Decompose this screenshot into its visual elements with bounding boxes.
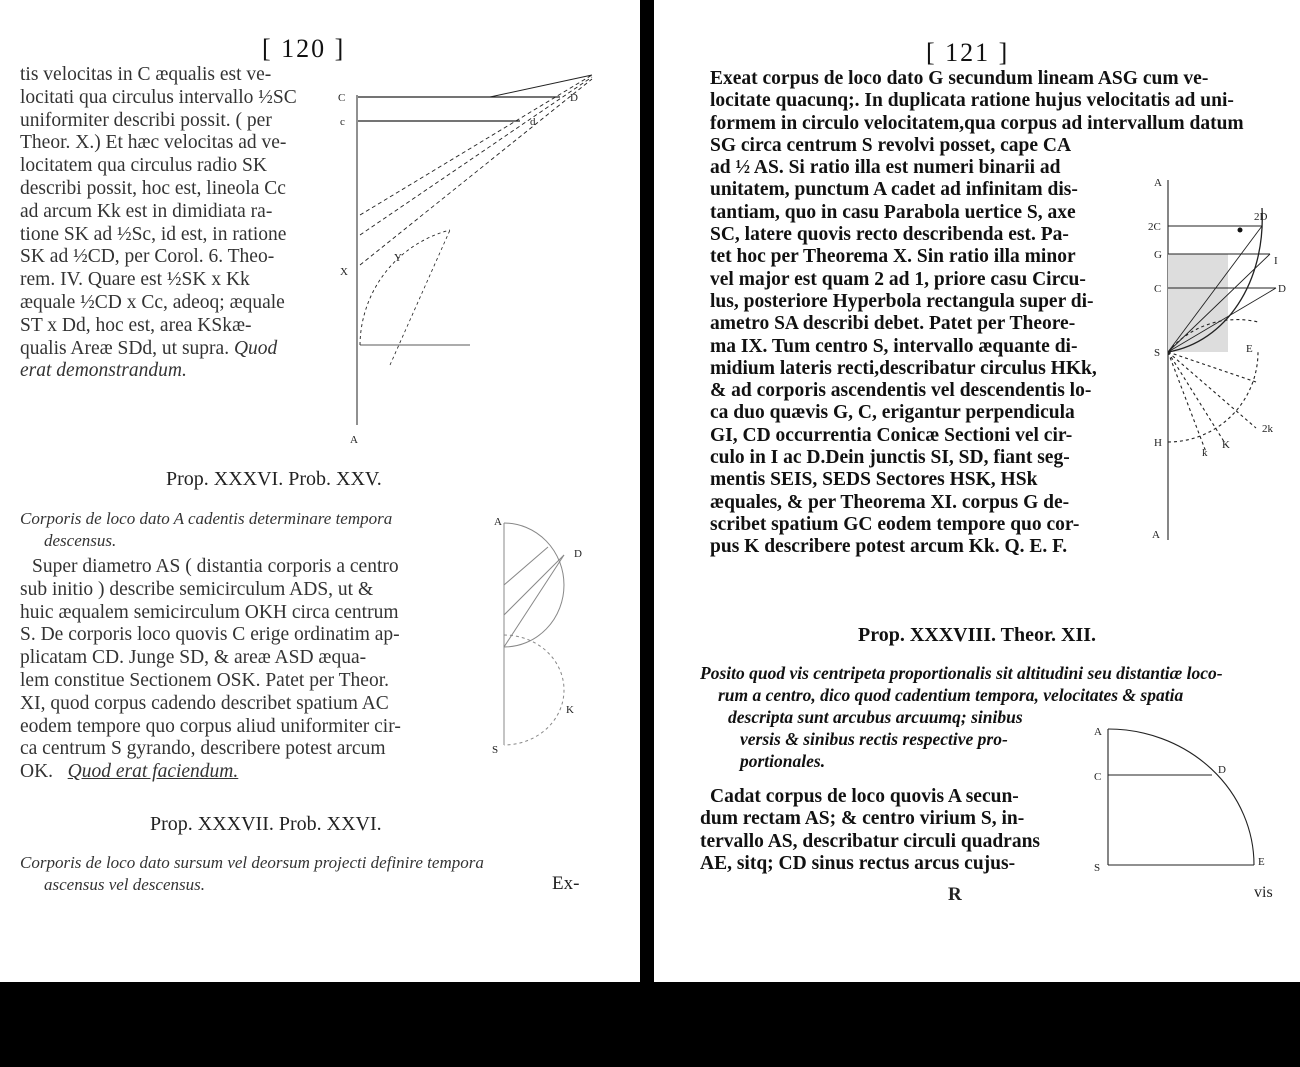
- text-line: rem. IV. Quare est ½SK x Kk: [20, 269, 250, 291]
- proposition-body: [20, 556, 401, 784]
- proposition-heading: Prop. XXXVIII. Theor. XII.: [858, 624, 1097, 646]
- fig-label: A: [1154, 177, 1162, 189]
- fig-label: A: [1152, 529, 1160, 541]
- text-line: rum a centro, dico quod cadentium tempora, velocitates & spatia: [718, 685, 1184, 705]
- fig-label: A: [494, 516, 502, 528]
- text-line: huic æqualem semicirculum OKH circa centrum: [20, 601, 399, 623]
- page-number: [ 120 ]: [262, 34, 346, 63]
- fig-label: c: [340, 116, 345, 128]
- text-line: æquale ½CD x Cc, adeoq; æquale: [20, 291, 285, 313]
- text-line: Corporis de loco dato A cadentis determinare tempora: [20, 509, 393, 528]
- fig-label: X: [340, 266, 348, 278]
- proposition-body: [700, 786, 1040, 875]
- text-line: lus, posteriore Hyperbola rectangula super di-: [710, 290, 1094, 312]
- figure-quadrant-diagram: [1094, 725, 1284, 875]
- fig-label: D: [574, 548, 582, 560]
- text-line: midium lateris recti,describatur circulus HKk,: [710, 357, 1097, 379]
- fig-label: D: [570, 92, 578, 104]
- text-line: SK ad ½CD, per Corol. 6. Theo-: [20, 246, 275, 268]
- text-line: ad arcum Kk est in dimidiata ra-: [20, 200, 273, 222]
- text-line: S. De corporis loco quovis C erige ordinatim ap-: [20, 624, 400, 646]
- text-line: tione SK ad ½Sc, id est, in ratione: [20, 223, 287, 245]
- fig-label: K: [1222, 439, 1230, 451]
- fig-label: S: [492, 744, 499, 756]
- qef-text: Quod erat faciendum.: [67, 761, 239, 783]
- text-line: uniformiter describi possit. ( per: [20, 109, 272, 131]
- fig-label: K: [566, 704, 574, 716]
- text-line: Cadat corpus de loco quovis A secun-: [710, 786, 1019, 807]
- text-line: sub initio ) describe semicirculum ADS, ut &: [20, 578, 374, 600]
- text-line: locitate quacunq;. In duplicata ratione hujus velocitatis ad uni-: [710, 90, 1234, 112]
- text-line: qualis Areæ SDd, ut supra.: [20, 337, 230, 359]
- qed-line: erat demonstrandum.: [20, 360, 187, 382]
- fig-label: D: [1218, 764, 1226, 776]
- text-line: eodem tempore quo corpus aliud uniformiter cir-: [20, 715, 401, 737]
- fig-label: d: [530, 116, 536, 128]
- fig-label: Y: [394, 252, 402, 264]
- text-line: dum rectam AS; & centro virium S, in-: [700, 808, 1025, 830]
- fig-label: I: [1274, 255, 1278, 267]
- fig-label: 2k: [1262, 423, 1273, 435]
- proposition-title: [20, 852, 484, 896]
- text-line: describi possit, hoc est, lineola Cc: [20, 177, 286, 199]
- text-line: ascensus vel descensus.: [44, 875, 205, 894]
- text-line: AE, sitq; CD sinus rectus arcus cujus-: [700, 852, 1016, 874]
- text-line: SG circa centrum S revolvi posset, cape CA: [710, 134, 1072, 156]
- proposition-title: [20, 508, 392, 552]
- text-line: ST x Dd, hoc est, area KSkæ-: [20, 314, 252, 336]
- fig-label: 2D: [1254, 211, 1268, 223]
- left-page: [0, 0, 640, 982]
- text-line: formem in circulo velocitatem,qua corpus ad intervallum datum: [710, 112, 1244, 134]
- qed-word: Quod: [233, 337, 278, 359]
- text-line: ametro SA describi debet. Patet per Theore-: [710, 313, 1076, 335]
- text-line: culo in I ac D.Dein junctis SI, SD, fiant seg-: [710, 447, 1070, 469]
- fig-label: k: [1202, 447, 1208, 459]
- fig-label: S: [1094, 862, 1101, 874]
- text-line: locitati qua circulus intervallo ½SC: [20, 86, 297, 108]
- paragraph: [20, 64, 297, 383]
- fig-label: 2C: [1148, 221, 1161, 233]
- fig-label: E: [1258, 856, 1265, 868]
- text-line: SC, latere quovis recto describenda est. Pa-: [710, 224, 1069, 246]
- fig-label: C: [338, 92, 346, 104]
- text-line: Exeat corpus de loco dato G secundum lineam ASG cum ve-: [710, 68, 1209, 89]
- text-line: GI, CD occurrentia Conicæ Sectioni vel cir-: [710, 424, 1073, 446]
- figure-semicircle-diagram: [486, 515, 606, 760]
- text-line: Theor. X.) Et hæc velocitas ad ve-: [20, 132, 287, 154]
- text-line: lem constitue Sectionem OSK. Patet per Theor.: [20, 669, 389, 691]
- text-line: & ad corporis ascendentis vel descendentis lo-: [710, 380, 1092, 402]
- text-line: æquales, & per Theorema XI. corpus G de-: [710, 491, 1070, 513]
- text-line: Super diametro AS ( distantia corporis a centro: [32, 556, 399, 577]
- proposition-heading: Prop. XXXVI. Prob. XXV.: [166, 468, 382, 490]
- catchword: vis: [1254, 884, 1273, 901]
- fig-label: C: [1154, 283, 1162, 295]
- text-line: pus K describere potest arcum Kk. Q. E. F.: [710, 536, 1068, 558]
- catchword: Ex-: [552, 873, 580, 894]
- text-line: versis & sinibus rectis respective pro-: [740, 729, 1008, 749]
- fig-label: C: [1094, 771, 1102, 783]
- text-line: plicatam CD. Junge SD, & areæ ASD æqua-: [20, 647, 367, 669]
- text-line: OK.: [20, 761, 54, 783]
- text-line: ca centrum S gyrando, describere potest arcum: [20, 738, 386, 760]
- right-page: [654, 0, 1300, 982]
- figure-velocity-diagram: [330, 65, 610, 455]
- text-line: tervallo AS, describatur circuli quadrans: [700, 830, 1041, 852]
- text-line: ad ½ AS. Si ratio illa est numeri binarii ad: [710, 157, 1061, 179]
- fig-label: H: [1154, 437, 1162, 449]
- text-line: ca duo quævis G, C, erigantur perpendicula: [710, 402, 1075, 424]
- text-line: scribet spatium GC eodem tempore quo cor-: [710, 513, 1080, 535]
- point-marker: [1238, 228, 1243, 233]
- fig-label: A: [1094, 726, 1102, 738]
- text-line: vel major est quam 2 ad 1, priore casu Circu-: [710, 268, 1086, 290]
- text-line: tantiam, quo in casu Parabola uertice S, axe: [710, 201, 1076, 223]
- fig-label: E: [1246, 343, 1253, 355]
- scan-border: [0, 982, 1300, 1067]
- signature-mark: R: [948, 884, 962, 905]
- text-line: Posito quod vis centripeta proportionalis sit altitudini seu distantiæ loco-: [700, 663, 1223, 683]
- text-line: portionales.: [740, 751, 826, 771]
- text-line: ma IX. Tum centro S, intervallo æquante di-: [710, 335, 1078, 357]
- text-line: tet hoc per Theorema X. Sin ratio illa minor: [710, 246, 1076, 268]
- text-line: Corporis de loco dato sursum vel deorsum projecti definire tempora: [20, 853, 484, 872]
- figure-conic-diagram: [1116, 172, 1296, 547]
- fig-label: S: [1154, 347, 1161, 359]
- text-line: XI, quod corpus cadendo describet spatium AC: [20, 692, 389, 714]
- fig-label: A: [350, 434, 358, 446]
- text-line: tis velocitas in C æqualis est ve-: [20, 64, 272, 85]
- proposition-heading: Prop. XXXVII. Prob. XXVI.: [150, 813, 382, 835]
- fig-label: G: [1154, 249, 1162, 261]
- text-line: locitatem qua circulus radio SK: [20, 155, 267, 177]
- text-line: unitatem, punctum A cadet ad infinitam dis-: [710, 179, 1078, 201]
- page-number: [ 121 ]: [926, 38, 1010, 67]
- text-line: descensus.: [44, 531, 117, 550]
- text-line: mentis SEIS, SEDS Sectores HSK, HSk: [710, 469, 1038, 491]
- text-line: descripta sunt arcubus arcuumq; sinibus: [728, 707, 1023, 727]
- fig-label: D: [1278, 283, 1286, 295]
